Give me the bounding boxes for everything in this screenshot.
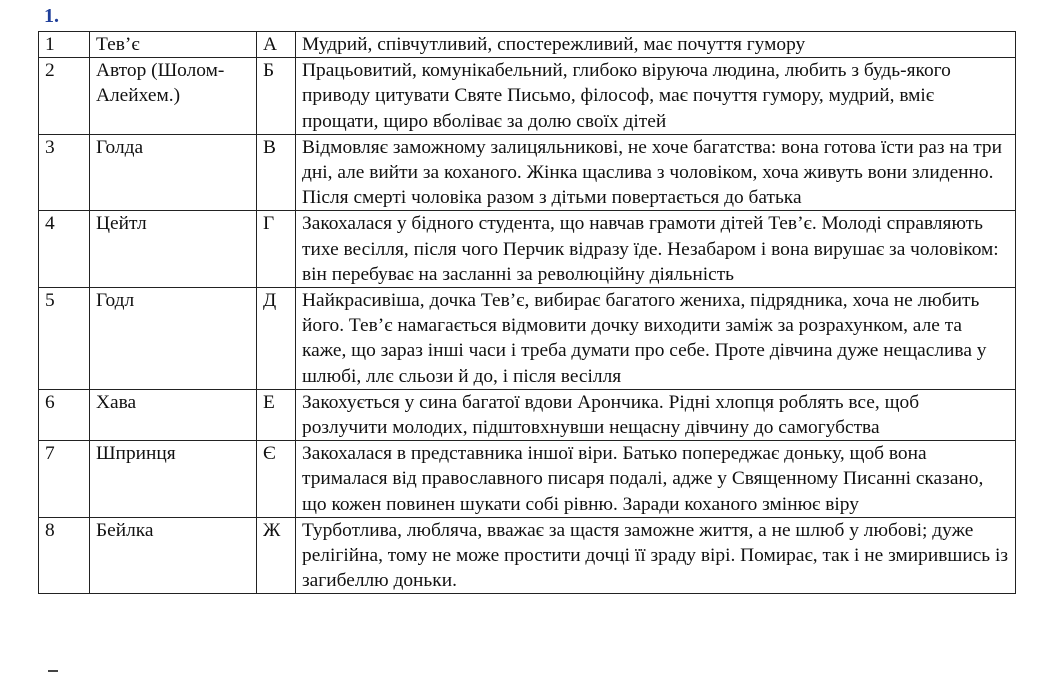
row-number: 8 [39,517,90,594]
character-description: Турботлива, любляча, вважає за щастя заможне життя, а не шлюб у любові; дуже релігійна, тому не може простити дочці її зраду вірі. Помирає, так і не змирившись із загибеллю доньки. [296,517,1016,594]
option-letter: Е [257,389,296,440]
table-row [39,211,1016,288]
row-number: 7 [39,441,90,518]
character-description: Мудрий, співчутливий, спостережливий, має почуття гумору [296,32,1016,58]
character-name: Годл [90,288,257,390]
character-description: Закохується у сина багатої вдови Арончика. Рідні хлопця роблять все, щоб розлучити молодих, підштовхнувши нещасну дівчину до самогубства [296,389,1016,440]
row-number: 5 [39,288,90,390]
table-row [39,134,1016,211]
option-letter: Г [257,211,296,288]
option-letter: В [257,134,296,211]
table-row [39,517,1016,594]
option-letter: А [257,32,296,58]
character-name: Шпринця [90,441,257,518]
table-row [39,389,1016,440]
option-letter: Д [257,288,296,390]
character-description: Відмовляє заможному залицяльникові, не хоче багатства: вона готова їсти раз на три дні, але вийти за коханого. Жінка щаслива з чоловіком, хоча живуть вони злиденно. Після смерті чоловіка разом з дітьми повертається до батька [296,134,1016,211]
row-number: 6 [39,389,90,440]
table-row [39,288,1016,390]
option-letter: Ж [257,517,296,594]
row-number: 1 [39,32,90,58]
task-number: 1. [44,5,59,27]
character-name: Тев’є [90,32,257,58]
character-name: Голда [90,134,257,211]
table-row [39,58,1016,135]
option-letter: Є [257,441,296,518]
row-number: 4 [39,211,90,288]
page-edge-mark [48,670,58,678]
character-description: Закохалася в представника іншої віри. Батько попереджає доньку, щоб вона трималася від православного писаря подалі, адже у Священному Писанні сказано, що кожен повинен шукати собі рівню. Заради коханого змінює віру [296,441,1016,518]
character-name: Автор (Шолом-Алейхем.) [90,58,257,135]
character-description: Закохалася у бідного студента, що навчав грамоти дітей Тев’є. Молоді справляють тихе весілля, після чого Перчик відразу їде. Незабаром і вона вирушає за чоловіком: він перебуває на засланні за революційну діяльність [296,211,1016,288]
character-name: Хава [90,389,257,440]
character-name: Бейлка [90,517,257,594]
table-row [39,441,1016,518]
table-row [39,32,1016,58]
character-name: Цейтл [90,211,257,288]
matching-table [38,31,1016,594]
row-number: 2 [39,58,90,135]
row-number: 3 [39,134,90,211]
option-letter: Б [257,58,296,135]
character-description: Найкрасивіша, дочка Тев’є, вибирає багатого жениха, підрядника, хоча не любить його. Тев’є намагається відмовити дочку виходити заміж за розрахунком, але та каже, що зараз інші часи і треба думати про себе. Проте дівчина дуже нещаслива у шлюбі, ллє сльози й до, і після весілля [296,288,1016,390]
character-description: Працьовитий, комунікабельний, глибоко віруюча людина, любить з будь-якого приводу цитувати Святе Письмо, філософ, має почуття гумору, мудрий, вміє прощати, щиро вболіває за долю своїх дітей [296,58,1016,135]
